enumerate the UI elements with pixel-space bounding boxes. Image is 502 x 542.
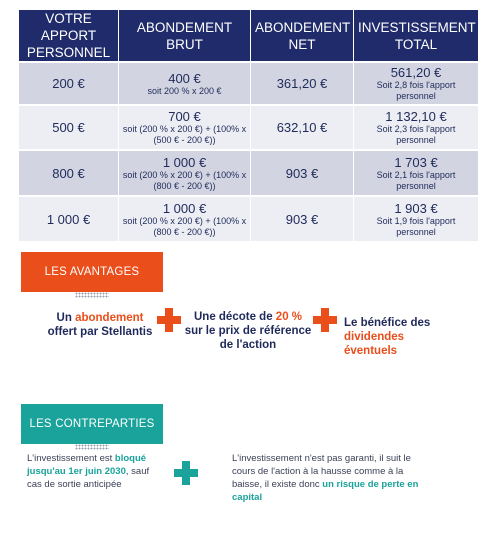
contreparties-tag-label: LES CONTREPARTIES	[29, 418, 155, 430]
contrepartie-risque: L'investissement n'est pas garanti, il suit le cours de l'action à la hausse comme à la baisse, il existe donc un risque de perte en capital	[232, 453, 419, 503]
table-row	[19, 104, 478, 149]
cell-apport: 200 €	[19, 61, 119, 104]
cell-total: 1 903 € Soit 1,9 fois l'apport personnel	[354, 195, 478, 241]
plus-icon	[157, 308, 181, 332]
dots-decoration	[75, 444, 109, 450]
dots-decoration	[75, 292, 109, 298]
table-header-row	[19, 10, 478, 61]
avantages-tag	[21, 252, 163, 292]
avantage-decote: Une décote de 20 % sur le prix de référence de l'action	[184, 311, 312, 351]
highlight-blocage: bloqué jusqu'au 1er juin 2030	[27, 453, 147, 477]
cell-net: 903 €	[251, 195, 354, 241]
table-row	[19, 195, 478, 241]
highlight-abondement: abondement	[75, 312, 144, 324]
header-apport: VOTRE APPORT PERSONNEL	[19, 10, 119, 61]
cell-brut: 700 € soit (200 % x 200 €) + (100% x (500 € - 200 €))	[119, 104, 251, 149]
cell-net: 903 €	[251, 149, 354, 195]
plus-icon	[313, 308, 337, 332]
cell-brut: 400 € soit 200 % x 200 €	[119, 61, 251, 104]
header-investissement-total: INVESTISSEMENT TOTAL	[354, 10, 478, 61]
avantage-abondement: Un abondement offert par Stellantis	[47, 312, 153, 338]
cell-brut: 1 000 € soit (200 % x 200 €) + (100% x (800 € - 200 €))	[119, 149, 251, 195]
highlight-dividendes: dividendes	[344, 331, 405, 343]
cell-apport: 1 000 €	[19, 195, 119, 241]
plus-icon	[174, 461, 198, 485]
cell-brut: 1 000 € soit (200 % x 200 €) + (100% x (800 € - 200 €))	[119, 195, 251, 241]
cell-apport: 800 €	[19, 149, 119, 195]
table-row	[19, 61, 478, 104]
contreparties-tag	[21, 404, 163, 444]
cell-total: 1 132,10 € Soit 2,3 fois l'apport personnel	[354, 104, 478, 149]
cell-apport: 500 €	[19, 104, 119, 149]
cell-total: 561,20 € Soit 2,8 fois l'apport personnel	[354, 61, 478, 104]
highlight-risque: un risque de perte en capital	[232, 479, 419, 503]
header-abondement-brut: ABONDEMENT BRUT	[119, 10, 251, 61]
contrepartie-blocage: L'investissement est bloqué jusqu'au 1er juin 2030, sauf cas de sortie anticipée	[27, 453, 150, 490]
avantage-dividendes: Le bénéfice des dividendes éventuels	[344, 317, 431, 357]
cell-total: 1 703 € Soit 2,1 fois l'apport personnel	[354, 149, 478, 195]
cell-net: 361,20 €	[251, 61, 354, 104]
cell-net: 632,10 €	[251, 104, 354, 149]
avantages-tag-label: LES AVANTAGES	[44, 266, 140, 278]
header-abondement-net: ABONDEMENT NET	[251, 10, 354, 61]
highlight-decote: 20 %	[275, 311, 303, 323]
table-row	[19, 149, 478, 195]
investment-table	[19, 10, 478, 241]
